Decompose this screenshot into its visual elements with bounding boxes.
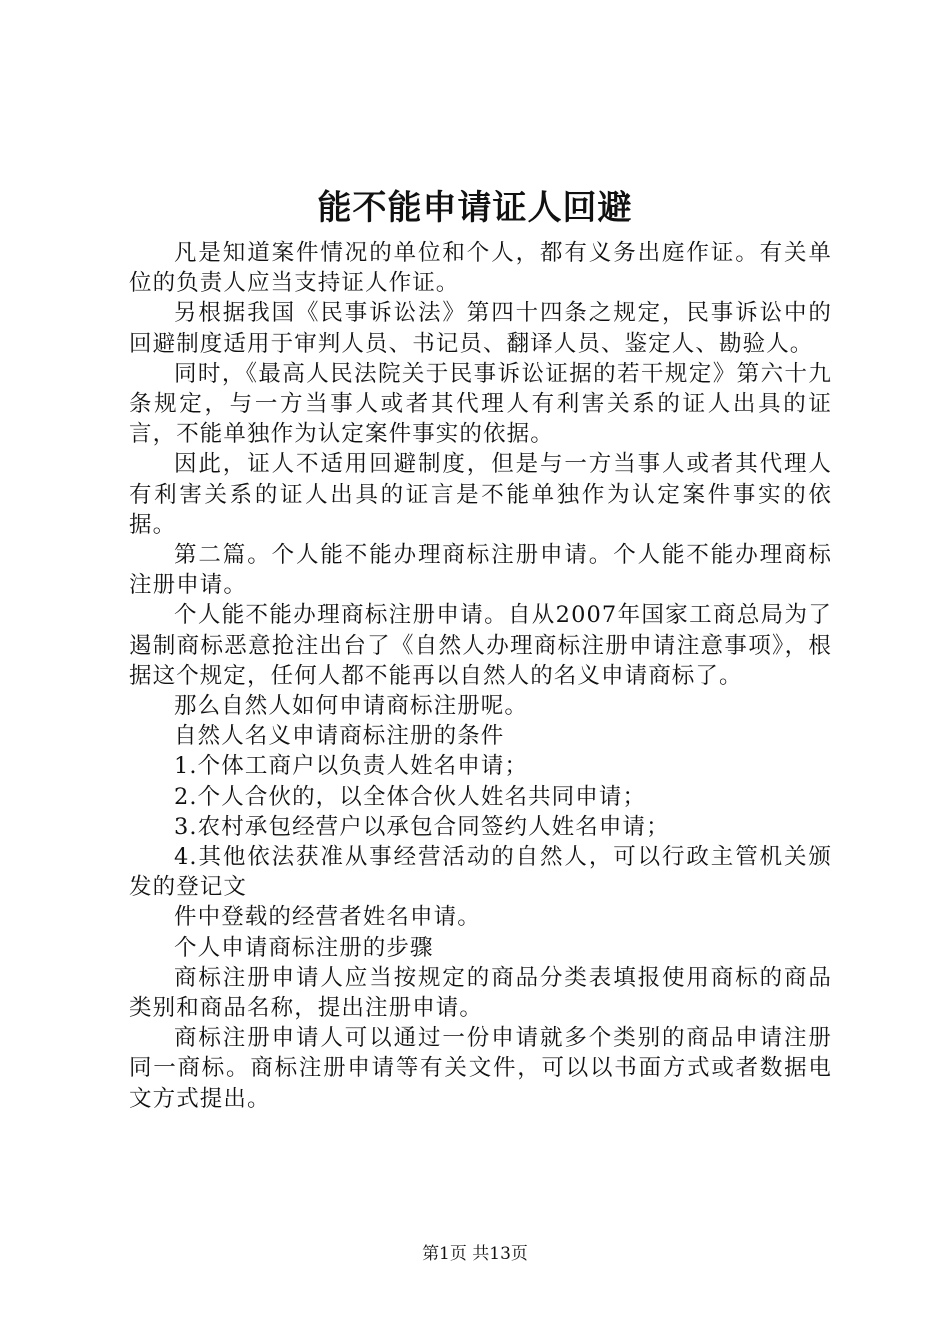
- page-footer: 第1页 共13页: [422, 1244, 528, 1264]
- paragraph: 凡是知道案件情况的单位和个人，都有义务出庭作证。有关单位的负责人应当支持证人作证。: [129, 240, 832, 297]
- paragraph: 同时，《最高人民法院关于民事诉讼证据的若干规定》第六十九条规定，与一方当事人或者其代理人有利害关系的证人出具的证言，不能单独作为认定案件事实的依据。: [129, 360, 832, 448]
- document-title: 能不能申请证人回避: [317, 188, 633, 228]
- paragraph: 第二篇。个人能不能办理商标注册申请。个人能不能办理商标注册申请。: [129, 542, 832, 599]
- paragraph: 商标注册申请人应当按规定的商品分类表填报使用商标的商品类别和商品名称，提出注册申请。: [129, 964, 832, 1022]
- paragraph: 商标注册申请人可以通过一份申请就多个类别的商品申请注册同一商标。商标注册申请等有关文件，可以以书面方式或者数据电文方式提出。: [129, 1025, 832, 1112]
- paragraph: 那么自然人如何申请商标注册呢。: [174, 693, 529, 720]
- list-item: 4.其他依法获准从事经营活动的自然人，可以行政主管机关颁发的登记文: [129, 844, 832, 901]
- document-body: [129, 238, 832, 1114]
- list-item: 1.个体工商户以负责人姓名申请；: [174, 753, 529, 780]
- list-item: 3.农村承包经营户以承包合同签约人姓名申请；: [174, 813, 670, 840]
- paragraph: 自然人名义申请商标注册的条件: [174, 723, 505, 750]
- paragraph: 另根据我国《民事诉讼法》第四十四条之规定，民事诉讼中的回避制度适用于审判人员、书记员、翻译人员、鉴定人、勘验人。: [129, 300, 832, 357]
- paragraph: 个人能不能办理商标注册申请。自从2007年国家工商总局为了遏制商标恶意抢注出台了《自然人办理商标注册申请注意事项》，根据这个规定，任何人都不能再以自然人的名义申请商标了。: [129, 602, 832, 689]
- paragraph: 因此，证人不适用回避制度，但是与一方当事人或者其代理人有利害关系的证人出具的证言是不能单独作为认定案件事实的依据。: [129, 451, 832, 538]
- paragraph: 个人申请商标注册的步骤: [174, 934, 434, 961]
- list-item: 2.个人合伙的，以全体合伙人姓名共同申请；: [174, 783, 647, 810]
- paragraph: 件中登载的经营者姓名申请。: [174, 904, 481, 931]
